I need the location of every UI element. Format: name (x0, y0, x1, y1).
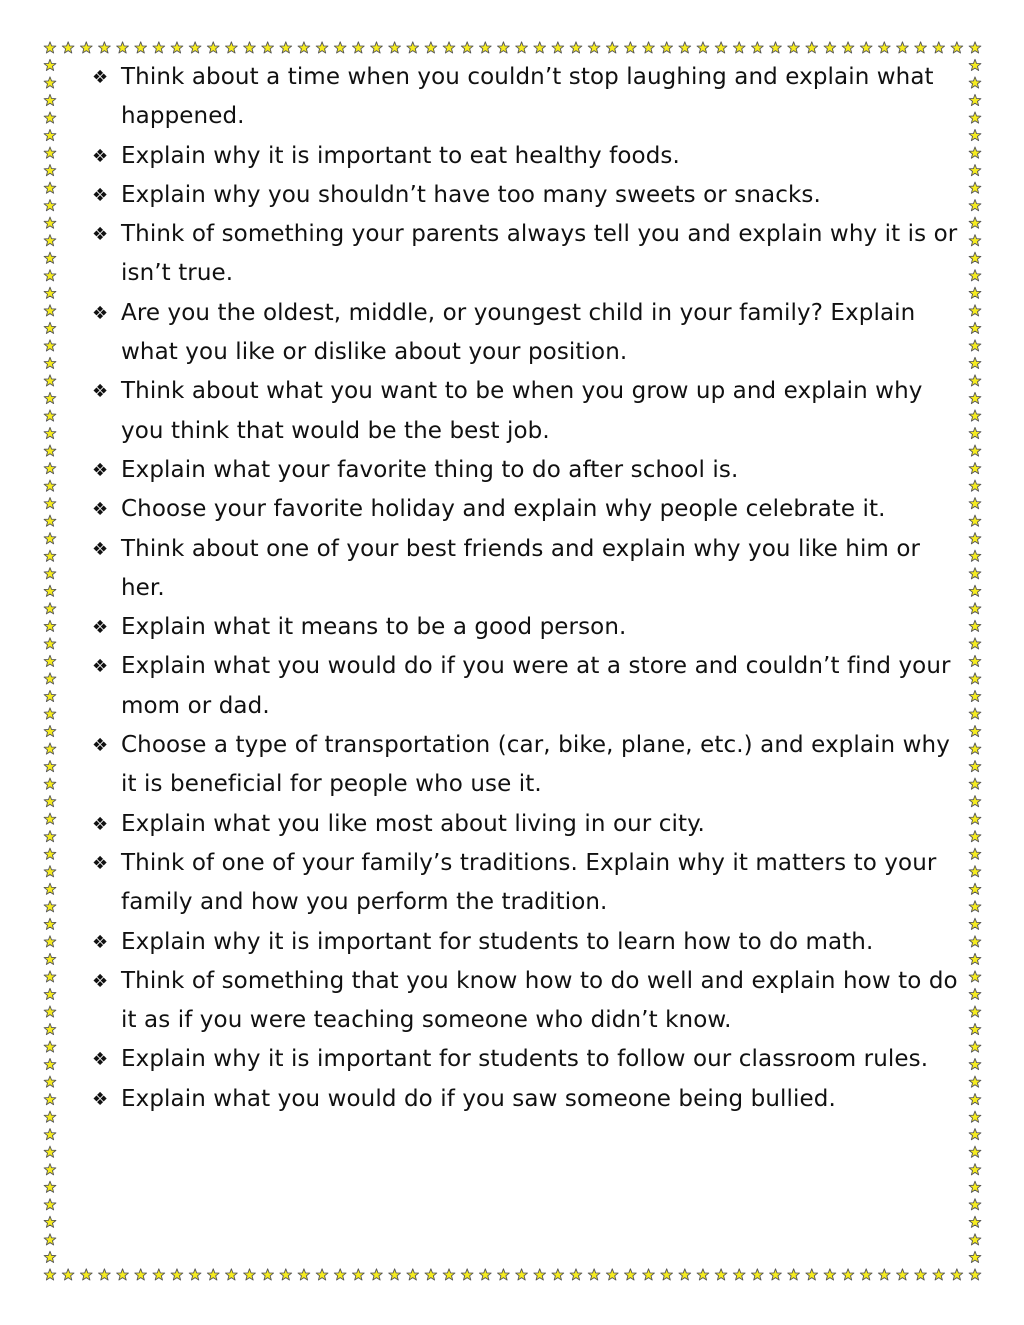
star-icon (44, 725, 56, 736)
star-icon (969, 673, 981, 684)
star-icon (498, 42, 510, 53)
star-icon (969, 42, 981, 53)
star-icon (733, 42, 745, 53)
prompt-text: Explain what your favorite thing to do after school is. (121, 456, 739, 483)
star-icon (969, 988, 981, 999)
star-icon (262, 1269, 274, 1280)
list-item (92, 58, 960, 137)
star-icon (679, 1269, 691, 1280)
star-icon (44, 708, 56, 719)
star-icon (44, 1269, 56, 1280)
diamond-bullet-icon: ❖ (92, 67, 109, 88)
star-icon (44, 112, 56, 123)
star-icon (479, 42, 491, 53)
list-item (92, 530, 960, 609)
star-icon (461, 42, 473, 53)
star-icon (44, 866, 56, 877)
prompt-text: Think about a time when you couldn’t stop laughing and explain what happened. (121, 64, 934, 130)
star-icon (969, 936, 981, 947)
star-icon (969, 848, 981, 859)
star-icon (44, 392, 56, 403)
star-icon (225, 1269, 237, 1280)
star-icon (44, 200, 56, 211)
star-icon (298, 42, 310, 53)
star-icon (969, 410, 981, 421)
star-icon (751, 42, 763, 53)
star-icon (860, 42, 872, 53)
star-icon (62, 1269, 74, 1280)
star-icon (44, 1251, 56, 1262)
star-icon (44, 743, 56, 754)
star-icon (969, 77, 981, 88)
star-icon (244, 42, 256, 53)
star-icon (225, 42, 237, 53)
star-icon (969, 270, 981, 281)
star-icon (643, 42, 655, 53)
list-item (92, 844, 960, 923)
star-icon (806, 1269, 818, 1280)
star-icon (969, 971, 981, 982)
star-icon (969, 918, 981, 929)
star-icon (552, 1269, 564, 1280)
list-item (92, 372, 960, 451)
star-icon (44, 918, 56, 929)
star-icon (969, 1094, 981, 1105)
star-icon (44, 1094, 56, 1105)
star-icon (44, 883, 56, 894)
star-icon (443, 42, 455, 53)
star-icon (969, 953, 981, 964)
star-icon (969, 305, 981, 316)
star-icon (969, 796, 981, 807)
star-icon (44, 585, 56, 596)
star-icon (625, 1269, 637, 1280)
star-icon (334, 42, 346, 53)
star-icon (969, 498, 981, 509)
star-icon (842, 42, 854, 53)
star-icon (588, 42, 600, 53)
star-icon (969, 1076, 981, 1087)
star-icon (44, 901, 56, 912)
star-icon (135, 1269, 147, 1280)
star-icon (44, 1216, 56, 1227)
star-icon (969, 568, 981, 579)
star-icon (969, 690, 981, 701)
diamond-bullet-icon: ❖ (92, 184, 109, 206)
star-icon (969, 392, 981, 403)
star-icon (44, 42, 56, 53)
star-icon (44, 1023, 56, 1034)
star-icon (44, 533, 56, 544)
star-icon (897, 42, 909, 53)
star-icon (969, 603, 981, 614)
star-icon (788, 1269, 800, 1280)
star-icon (44, 445, 56, 456)
prompt-text: Explain why you shouldn’t have too many sweets or snacks. (121, 181, 821, 208)
diamond-bullet-icon: ❖ (92, 813, 109, 835)
star-icon (207, 42, 219, 53)
star-icon (44, 217, 56, 228)
star-icon (44, 410, 56, 421)
star-icon (44, 813, 56, 824)
star-icon (44, 848, 56, 859)
star-icon (969, 778, 981, 789)
star-icon (606, 42, 618, 53)
star-icon (44, 375, 56, 386)
star-icon (44, 988, 56, 999)
star-icon (969, 620, 981, 631)
star-icon (969, 1111, 981, 1122)
star-icon (44, 1041, 56, 1052)
star-icon (969, 340, 981, 351)
star-icon (969, 427, 981, 438)
star-icon (969, 322, 981, 333)
diamond-bullet-icon: ❖ (92, 302, 109, 324)
star-icon (969, 1058, 981, 1069)
star-icon (679, 42, 691, 53)
list-item (92, 176, 960, 215)
star-icon (99, 42, 111, 53)
diamond-bullet-icon: ❖ (92, 617, 109, 639)
star-icon (44, 480, 56, 491)
star-icon (44, 690, 56, 701)
star-icon (44, 638, 56, 649)
star-icon (969, 866, 981, 877)
list-item (92, 608, 960, 647)
star-icon (878, 42, 890, 53)
star-icon (770, 42, 782, 53)
diamond-bullet-icon: ❖ (92, 145, 109, 167)
star-icon (443, 1269, 455, 1280)
star-icon (570, 1269, 582, 1280)
star-icon (552, 42, 564, 53)
star-icon (878, 1269, 890, 1280)
list-item (92, 1080, 960, 1119)
writing-prompt-list (92, 58, 960, 1119)
star-icon (969, 813, 981, 824)
star-icon (969, 1129, 981, 1140)
star-icon (316, 42, 328, 53)
star-icon (44, 655, 56, 666)
list-item (92, 923, 960, 962)
star-icon (44, 1111, 56, 1122)
diamond-bullet-icon: ❖ (92, 224, 109, 246)
star-icon (969, 725, 981, 736)
star-icon (969, 182, 981, 193)
star-icon (951, 42, 963, 53)
diamond-bullet-icon: ❖ (92, 735, 109, 757)
star-icon (44, 235, 56, 246)
star-icon (244, 1269, 256, 1280)
star-icon (44, 340, 56, 351)
diamond-bullet-icon: ❖ (92, 852, 109, 874)
diamond-bullet-icon: ❖ (92, 499, 109, 521)
star-icon (715, 42, 727, 53)
star-icon (425, 1269, 437, 1280)
star-icon (44, 147, 56, 158)
star-icon (969, 883, 981, 894)
star-icon (189, 42, 201, 53)
star-icon (969, 147, 981, 158)
star-icon (969, 59, 981, 70)
star-icon (606, 1269, 618, 1280)
star-icon (44, 1076, 56, 1087)
star-icon (44, 971, 56, 982)
star-icon (44, 1234, 56, 1245)
star-icon (733, 1269, 745, 1280)
star-icon (933, 42, 945, 53)
star-icon (407, 42, 419, 53)
star-icon (969, 1251, 981, 1262)
star-icon (44, 357, 56, 368)
star-icon (534, 1269, 546, 1280)
star-icon (44, 252, 56, 263)
star-icon (770, 1269, 782, 1280)
list-item (92, 451, 960, 490)
star-icon (969, 1041, 981, 1052)
star-icon (44, 462, 56, 473)
star-icon (316, 1269, 328, 1280)
star-icon (915, 1269, 927, 1280)
star-icon (44, 1199, 56, 1210)
star-icon (44, 1129, 56, 1140)
star-icon (44, 778, 56, 789)
star-icon (207, 1269, 219, 1280)
star-icon (969, 901, 981, 912)
diamond-bullet-icon: ❖ (92, 538, 109, 560)
star-icon (44, 550, 56, 561)
prompt-text: Think of something that you know how to do well and explain how to do it as if you were teaching someone who didn’t know. (121, 967, 958, 1034)
star-icon (969, 200, 981, 211)
star-icon (135, 42, 147, 53)
prompt-text: Choose your favorite holiday and explain why people celebrate it. (121, 496, 886, 523)
star-icon (697, 42, 709, 53)
star-icon (969, 1216, 981, 1227)
star-icon (969, 1199, 981, 1210)
star-icon (280, 1269, 292, 1280)
star-icon (389, 42, 401, 53)
star-icon (969, 462, 981, 473)
star-icon (969, 252, 981, 263)
star-icon (969, 445, 981, 456)
star-icon (969, 165, 981, 176)
star-icon (915, 42, 927, 53)
star-icon (806, 42, 818, 53)
diamond-bullet-icon: ❖ (92, 1088, 109, 1110)
star-icon (62, 42, 74, 53)
prompt-text: Are you the oldest, middle, or youngest child in your family? Explain what you like or dislike about your position. (121, 299, 916, 366)
star-icon (44, 760, 56, 771)
diamond-bullet-icon: ❖ (92, 656, 109, 678)
star-icon (969, 480, 981, 491)
star-icon (715, 1269, 727, 1280)
prompt-text: Explain what you would do if you were at a store and couldn’t find your mom or dad. (121, 653, 951, 719)
list-item (92, 294, 960, 373)
list-item (92, 490, 960, 529)
star-icon (298, 1269, 310, 1280)
star-icon (516, 1269, 528, 1280)
star-icon (171, 42, 183, 53)
prompt-text: Think about what you want to be when you grow up and explain why you think that would be the best job. (121, 378, 923, 444)
star-icon (44, 427, 56, 438)
star-icon (588, 1269, 600, 1280)
prompt-text: Explain why it is important for students to learn how to do math. (121, 928, 874, 955)
star-icon (44, 1164, 56, 1175)
star-icon (479, 1269, 491, 1280)
prompt-text: Choose a type of transportation (car, bike, plane, etc.) and explain why it is beneficial for people who use it. (121, 732, 950, 798)
list-item (92, 962, 960, 1041)
star-icon (751, 1269, 763, 1280)
star-icon (44, 1146, 56, 1157)
star-icon (969, 655, 981, 666)
star-icon (44, 620, 56, 631)
star-icon (969, 129, 981, 140)
star-icon (117, 42, 129, 53)
star-icon (933, 1269, 945, 1280)
diamond-bullet-icon: ❖ (92, 459, 109, 481)
star-icon (44, 305, 56, 316)
star-icon (44, 1006, 56, 1017)
star-icon (697, 1269, 709, 1280)
star-icon (643, 1269, 655, 1280)
star-icon (824, 42, 836, 53)
prompt-text: Explain what you like most about living in our city. (121, 810, 705, 837)
star-icon (897, 1269, 909, 1280)
star-icon (44, 322, 56, 333)
star-icon (44, 77, 56, 88)
star-icon (969, 585, 981, 596)
star-icon (153, 1269, 165, 1280)
list-item (92, 137, 960, 176)
star-icon (969, 1234, 981, 1245)
star-icon (969, 550, 981, 561)
star-icon (280, 42, 292, 53)
star-icon (44, 515, 56, 526)
star-icon (969, 112, 981, 123)
diamond-bullet-icon: ❖ (92, 931, 109, 953)
star-icon (534, 42, 546, 53)
star-icon (371, 1269, 383, 1280)
star-icon (44, 270, 56, 281)
star-icon (371, 42, 383, 53)
star-icon (407, 1269, 419, 1280)
prompt-text: Think of something your parents always tell you and explain why it is or isn’t true. (121, 221, 958, 287)
star-icon (969, 638, 981, 649)
star-icon (824, 1269, 836, 1280)
diamond-bullet-icon: ❖ (92, 1049, 109, 1071)
prompt-text: Explain why it is important to eat healthy foods. (121, 142, 680, 169)
star-icon (969, 1181, 981, 1192)
diamond-bullet-icon: ❖ (92, 381, 109, 403)
star-icon (969, 743, 981, 754)
star-icon (189, 1269, 201, 1280)
star-icon (389, 1269, 401, 1280)
star-icon (171, 1269, 183, 1280)
star-icon (352, 42, 364, 53)
star-icon (661, 42, 673, 53)
star-icon (969, 357, 981, 368)
star-icon (352, 1269, 364, 1280)
star-icon (969, 217, 981, 228)
star-icon (44, 603, 56, 614)
star-icon (461, 1269, 473, 1280)
star-icon (44, 568, 56, 579)
list-item (92, 1040, 960, 1079)
star-icon (44, 59, 56, 70)
prompt-text: Think of one of your family’s traditions. Explain why it matters to your family and how you perform the tradition. (121, 849, 937, 916)
star-icon (44, 287, 56, 298)
star-icon (969, 1164, 981, 1175)
diamond-bullet-icon: ❖ (92, 970, 109, 992)
star-icon (969, 831, 981, 842)
star-icon (44, 498, 56, 509)
prompt-text: Explain what it means to be a good person. (121, 614, 627, 641)
star-icon (969, 375, 981, 386)
star-icon (44, 94, 56, 105)
star-icon (969, 708, 981, 719)
star-icon (117, 1269, 129, 1280)
star-icon (99, 1269, 111, 1280)
star-icon (860, 1269, 872, 1280)
star-icon (44, 165, 56, 176)
star-icon (80, 1269, 92, 1280)
prompt-text: Explain why it is important for students to follow our classroom rules. (121, 1046, 929, 1073)
star-icon (969, 94, 981, 105)
star-icon (969, 760, 981, 771)
list-item (92, 726, 960, 805)
star-icon (44, 673, 56, 684)
star-icon (44, 936, 56, 947)
list-item (92, 215, 960, 294)
list-item (92, 805, 960, 844)
star-icon (788, 42, 800, 53)
star-icon (969, 287, 981, 298)
star-icon (516, 42, 528, 53)
star-icon (625, 42, 637, 53)
star-icon (44, 182, 56, 193)
star-icon (44, 1058, 56, 1069)
star-icon (969, 515, 981, 526)
star-icon (570, 42, 582, 53)
star-icon (80, 42, 92, 53)
star-icon (969, 235, 981, 246)
star-icon (951, 1269, 963, 1280)
star-icon (153, 42, 165, 53)
prompt-text: Explain what you would do if you saw someone being bullied. (121, 1085, 836, 1112)
star-icon (44, 129, 56, 140)
star-icon (969, 1146, 981, 1157)
star-icon (262, 42, 274, 53)
star-icon (44, 796, 56, 807)
star-icon (44, 953, 56, 964)
star-icon (969, 1006, 981, 1017)
star-icon (842, 1269, 854, 1280)
prompt-text: Think about one of your best friends and explain why you like him or her. (121, 535, 921, 601)
star-icon (661, 1269, 673, 1280)
star-icon (334, 1269, 346, 1280)
star-icon (44, 1181, 56, 1192)
star-icon (969, 533, 981, 544)
star-icon (969, 1269, 981, 1280)
star-icon (44, 831, 56, 842)
star-icon (425, 42, 437, 53)
star-icon (969, 1023, 981, 1034)
star-icon (498, 1269, 510, 1280)
list-item (92, 647, 960, 726)
